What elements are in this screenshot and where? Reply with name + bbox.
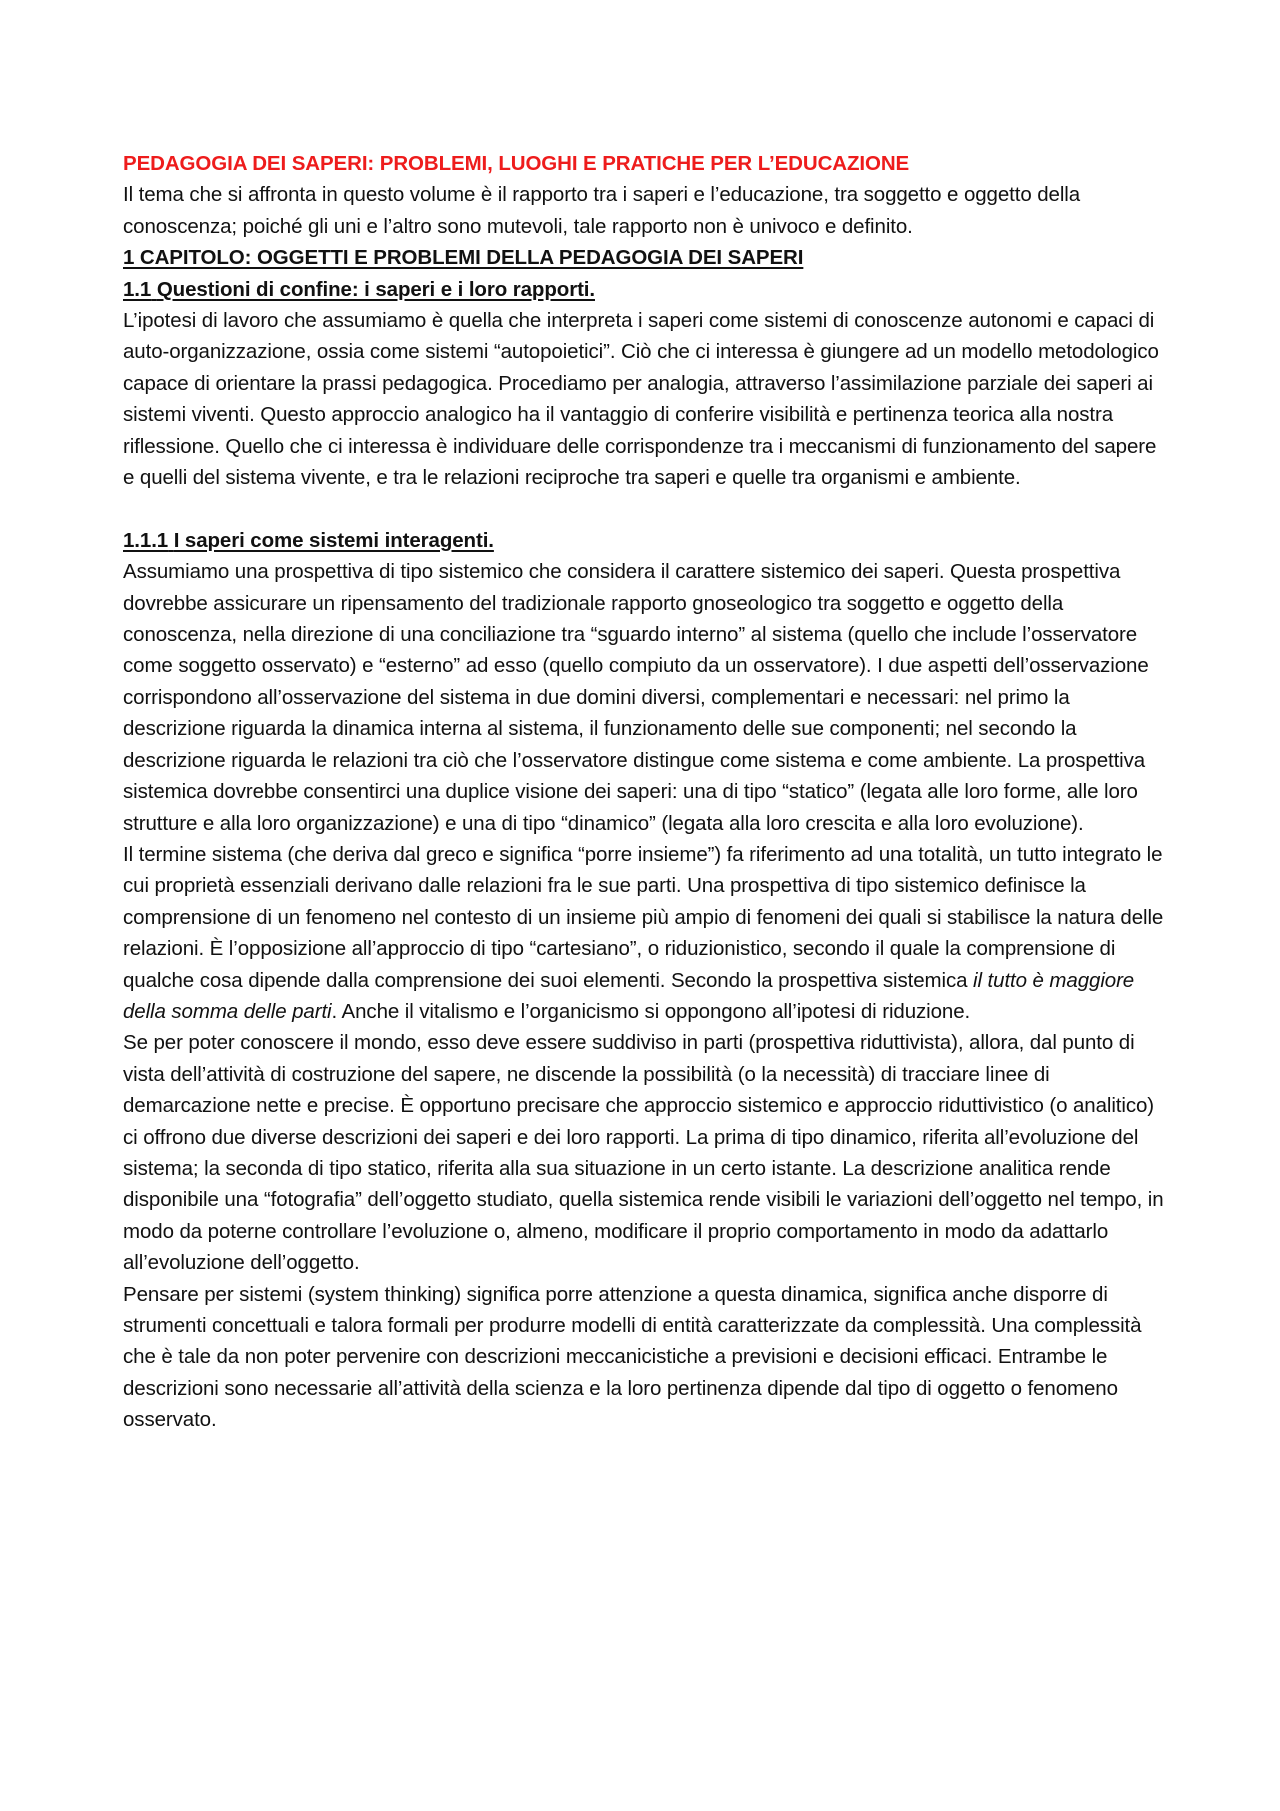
section-1-1-1-paragraph-3: Se per poter conoscere il mondo, esso deve essere suddiviso in parti (prospettiva riduttivista), allora, dal punto di vista dell’attività di costruzione del sapere, ne discende la possibilità (o la necessità) di tracciare linee di demarcazione nette e precise. È opportuno precisare che approccio sistemico e approccio riduttivistico (o analitico) ci offrono due diverse descrizioni dei saperi e dei loro rapporti. La prima di tipo dinamico, riferita all’evoluzione del sistema; la seconda di tipo statico, riferita alla sua situazione in un certo istante. La descrizione analitica rende disponibile una “fotografia” dell’oggetto studiato, quella sistemica rende visibili le variazioni dell’oggetto nel tempo, in modo da poterne controllare l’evoluzione o, almeno, modificare il proprio comportamento in modo da adattarlo all’evoluzione dell’oggetto. [123, 1031, 1164, 1275]
document-page [123, 148, 1173, 1436]
section-heading-1-1 [123, 274, 1173, 305]
section-1-1-1-paragraph-2 [123, 839, 1173, 1027]
blank-line [123, 493, 1173, 524]
section-1-1-1-paragraph-1: Assumiamo una prospettiva di tipo sistemico che considera il carattere sistemico dei saperi. Questa prospettiva dovrebbe assicurare un ripensamento del tradizionale rapporto gnoseologico tra soggetto e oggetto della conoscenza, nella direzione di una conciliazione tra “sguardo interno” al sistema (quello che include l’osservatore come soggetto osservato) e “esterno” ad esso (quello compiuto da un osservatore). I due aspetti dell’osservazione corrispondono all’osservazione del sistema in due domini diversi, complementari e necessari: nel primo la descrizione riguarda la dinamica interna al sistema, il funzionamento delle sue componenti; nel secondo la descrizione riguarda le relazioni tra ciò che l’osservatore distingue come sistema e come ambiente. La prospettiva sistemica dovrebbe consentirci una duplice visione dei saperi: una di tipo “statico” (legata alle loro forme, alle loro strutture e alla loro organizzazione) e una di tipo “dinamico” (legata alla loro crescita e alla loro evoluzione). [123, 560, 1149, 835]
section-heading-1-1-1 [123, 525, 1173, 556]
section-title: I saperi come sistemi interagenti. [173, 528, 494, 552]
section-number: 1.1 [123, 277, 152, 301]
italic-phrase: il tutto è maggiore della somma delle parti [123, 968, 1135, 1023]
section-number: 1.1.1 [123, 528, 169, 552]
chapter-heading: 1 CAPITOLO: OGGETTI E PROBLEMI DELLA PEDAGOGIA DEI SAPERI [123, 246, 804, 270]
intro-paragraph: Il tema che si affronta in questo volume è il rapporto tra i saperi e l’educazione, tra soggetto e oggetto della conoscenza; poiché gli uni e l’altro sono mutevoli, tale rapporto non è univoco e definito. [123, 183, 1081, 238]
section-1-1-1-paragraph-4: Pensare per sistemi (system thinking) significa porre attenzione a questa dinamica, significa anche disporre di strumenti concettuali e talora formali per produrre modelli di entità caratterizzate da complessità. Una complessità che è tale da non poter pervenire con descrizioni meccanicistiche a previsioni e decisioni efficaci. Entrambe le descrizioni sono necessarie all’attività della scienza e la loro pertinenza dipende dal tipo di oggetto o fenomeno osservato. [123, 1282, 1142, 1432]
document-title: PEDAGOGIA DEI SAPERI: PROBLEMI, LUOGHI E PRATICHE PER L’EDUCAZIONE [123, 152, 910, 175]
paragraph-text: . Anche il vitalismo e l’organicismo si oppongono all’ipotesi di riduzione. [331, 999, 971, 1023]
section-1-1-paragraph: L’ipotesi di lavoro che assumiamo è quella che interpreta i saperi come sistemi di conoscenze autonomi e capaci di auto-organizzazione, ossia come sistemi “autopoietici”. Ciò che ci interessa è giungere ad un modello metodologico capace di orientare la prassi pedagogica. Procediamo per analogia, attraverso l’assimilazione parziale dei saperi ai sistemi viventi. Questo approccio analogico ha il vantaggio di conferire visibilità e pertinenza teorica alla nostra riflessione. Quello che ci interessa è individuare delle corrispondenze tra i meccanismi di funzionamento del sapere e quelli del sistema vivente, e tra le relazioni reciproche tra saperi e quelle tra organismi e ambiente. [123, 309, 1159, 490]
section-title: Questioni di confine: i saperi e i loro rapporti. [156, 277, 595, 301]
paragraph-text: Il termine sistema (che deriva dal greco e significa “porre insieme”) fa riferimento ad una totalità, un tutto integrato le cui proprietà essenziali derivano dalle relazioni fra le sue parti. Una prospettiva di tipo sistemico definisce la comprensione di un fenomeno nel contesto di un insieme più ampio di fenomeni dei quali si stabilisce la natura delle relazioni. È l’opposizione all’approccio di tipo “cartesiano”, o riduzionistico, secondo il quale la comprensione di qualche cosa dipende dalla comprensione dei suoi elementi. Secondo la prospettiva sistemica [123, 842, 1164, 992]
